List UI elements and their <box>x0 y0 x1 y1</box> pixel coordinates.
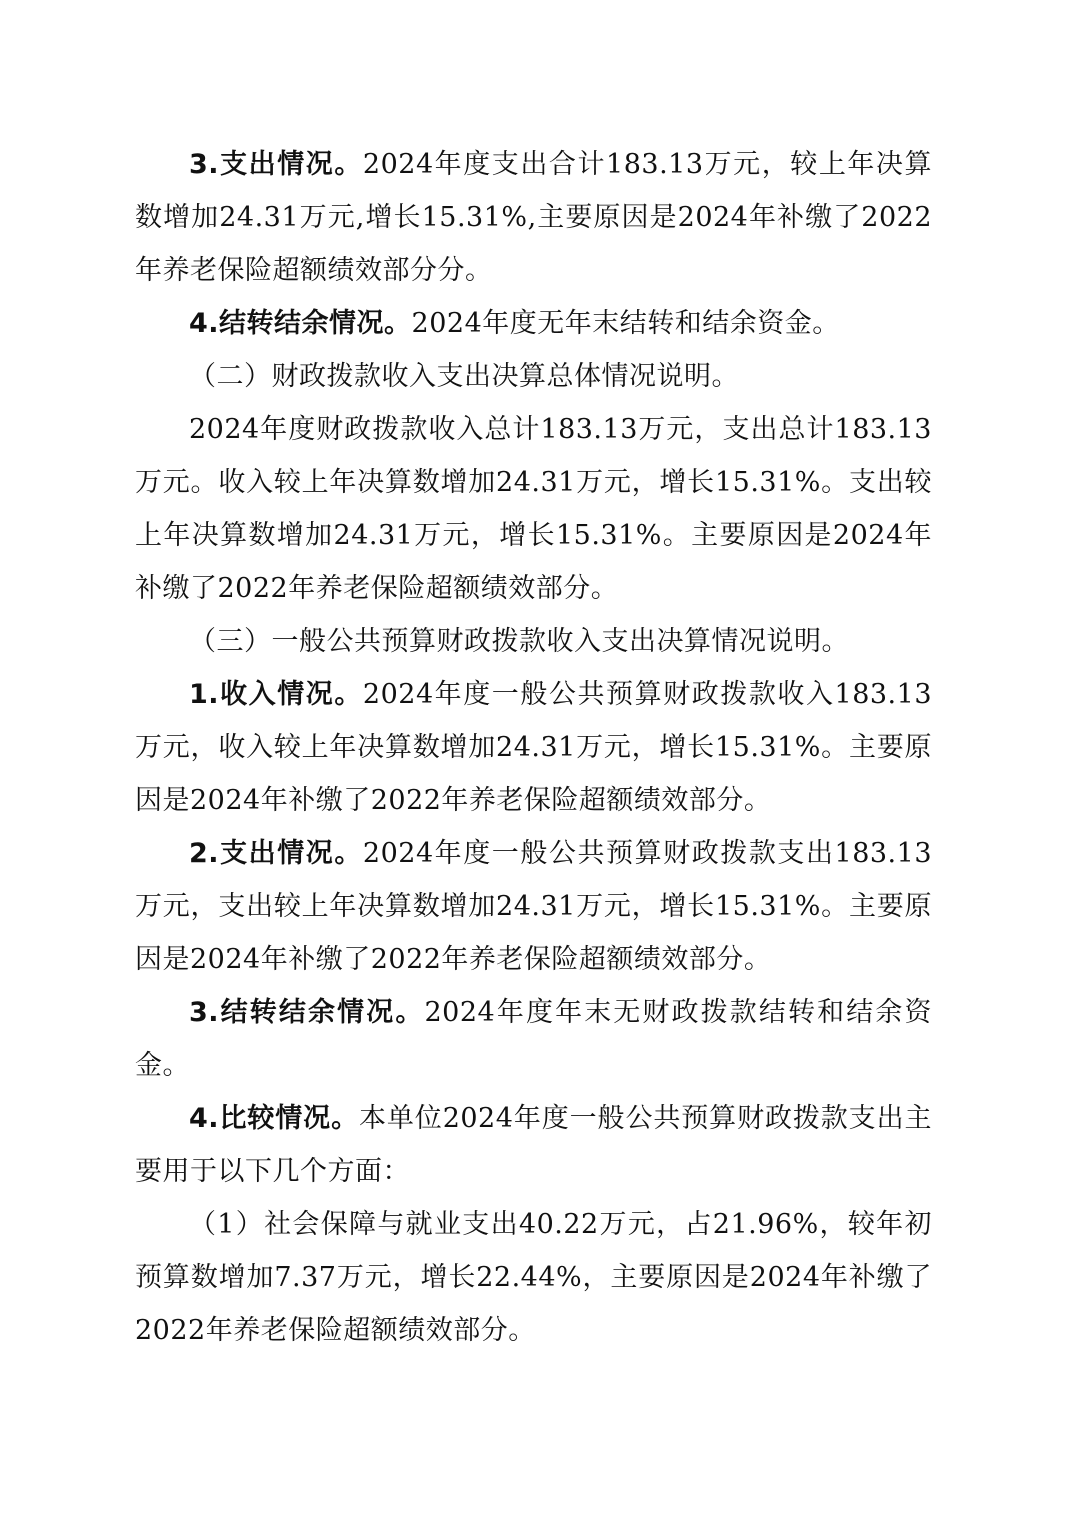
paragraph-text: 2024年度财政拨款收入总计183.13万元，支出总计183.13万元。收入较上年决算数增加24.31万元，增长15.31%。支出较上年决算数增加24.31万元，增长15.31%。主要原因是2024年补缴了2022年养老保险超额绩效部分。 <box>135 414 932 604</box>
paragraph-text: 2024年度年末无财政拨款结转和结余资金。 <box>135 997 932 1081</box>
paragraph-carryover <box>135 297 932 350</box>
paragraph-text: 2024年度一般公共预算财政拨款收入183.13万元，收入较上年决算数增加24.31万元，增长15.31%。主要原因是2024年补缴了2022年养老保险超额绩效部分。 <box>135 679 932 816</box>
paragraph-heading: 4.结转结余情况。 <box>189 308 412 339</box>
paragraph-text: 2024年度无年末结转和结余资金。 <box>411 308 840 339</box>
paragraph-fiscal-overview <box>135 403 932 615</box>
section-heading-3 <box>135 615 932 668</box>
paragraph-text: 本单位2024年度一般公共预算财政拨款支出主要用于以下几个方面： <box>135 1103 932 1187</box>
paragraph-comparison <box>135 1092 932 1198</box>
paragraph-income <box>135 668 932 827</box>
document-page <box>135 138 932 1357</box>
paragraph-text: 2024年度一般公共预算财政拨款支出183.13万元，支出较上年决算数增加24.31万元，增长15.31%。主要原因是2024年补缴了2022年养老保险超额绩效部分。 <box>135 838 932 975</box>
paragraph-balance <box>135 986 932 1092</box>
paragraph-heading: 4.比较情况。 <box>189 1103 359 1134</box>
section-heading-2 <box>135 350 932 403</box>
paragraph-heading: 3.支出情况。 <box>189 149 363 180</box>
paragraph-heading: 2.支出情况。 <box>189 838 363 869</box>
paragraph-heading: 3.结转结余情况。 <box>189 997 425 1028</box>
paragraph-text: （1）社会保障与就业支出40.22万元，占21.96%，较年初预算数增加7.37万元，增长22.44%，主要原因是2024年补缴了2022年养老保险超额绩效部分。 <box>135 1209 932 1346</box>
paragraph-social-security <box>135 1198 932 1357</box>
paragraph-text: （三）一般公共预算财政拨款收入支出决算情况说明。 <box>189 626 849 657</box>
paragraph-text: 2024年度支出合计183.13万元，较上年决算数增加24.31万元,增长15.31%,主要原因是2024年补缴了2022年养老保险超额绩效部分分。 <box>135 149 932 286</box>
paragraph-heading: 1.收入情况。 <box>189 679 363 710</box>
paragraph-spending <box>135 827 932 986</box>
paragraph-expenditure <box>135 138 932 297</box>
paragraph-text: （二）财政拨款收入支出决算总体情况说明。 <box>189 361 739 392</box>
